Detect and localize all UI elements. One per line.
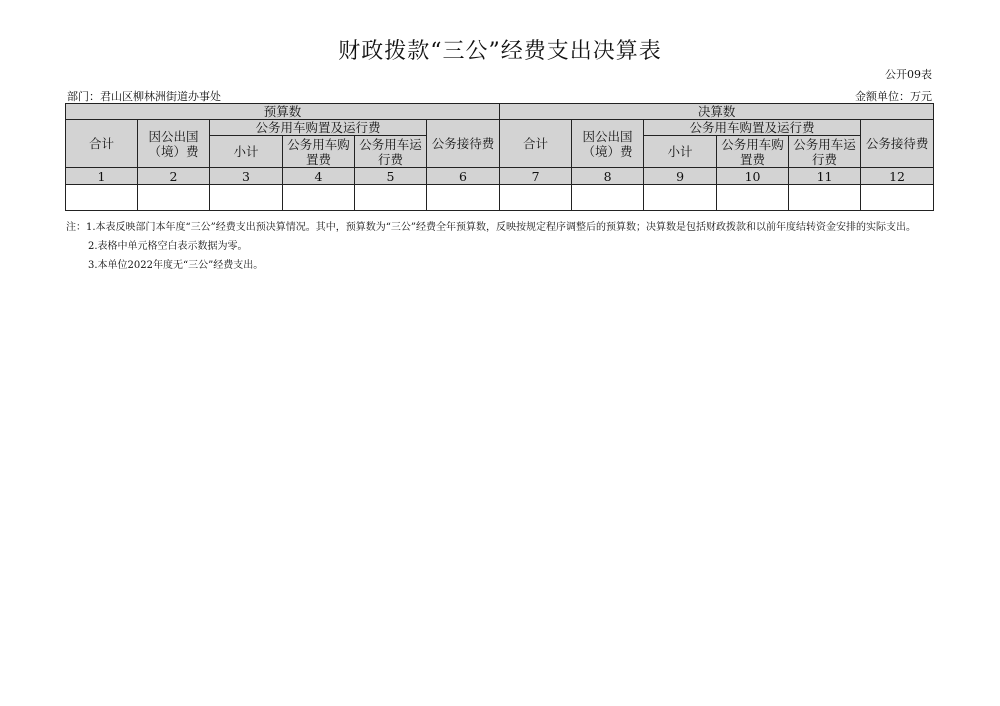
table-cell: [355, 185, 427, 211]
header-final-car-group: 公务用车购置及运行费: [644, 120, 861, 136]
table-cell: [283, 185, 355, 211]
page-title: 财政拨款“三公”经费支出决算表: [338, 39, 662, 64]
column-number: 11: [789, 168, 861, 185]
form-number: 公开09表: [885, 68, 932, 81]
column-number: 12: [861, 168, 934, 185]
column-number: 7: [500, 168, 572, 185]
column-number: 3: [210, 168, 283, 185]
note-2: 2.表格中单元格空白表示数据为零。: [88, 241, 248, 252]
header-budget-total: 合计: [66, 120, 138, 168]
column-number: 5: [355, 168, 427, 185]
notes-section: [66, 221, 934, 272]
header-final-abroad: 因公出国（境）费: [572, 120, 644, 168]
table-cell: [644, 185, 717, 211]
header-final-car-running: 公务用车运行费: [789, 136, 861, 168]
header-budget: 预算数: [66, 104, 500, 120]
table-cell: [500, 185, 572, 211]
column-number: 6: [427, 168, 500, 185]
header-final-car-purchase: 公务用车购置费: [717, 136, 789, 168]
table-cell: [66, 185, 138, 211]
table-cell: [717, 185, 789, 211]
column-number: 1: [66, 168, 138, 185]
column-number: 9: [644, 168, 717, 185]
table-cell: [861, 185, 934, 211]
column-number: 8: [572, 168, 644, 185]
header-final-subtotal: 小计: [644, 136, 717, 168]
header-budget-reception: 公务接待费: [427, 120, 500, 168]
header-budget-car-purchase: 公务用车购置费: [283, 136, 355, 168]
column-number-row: [66, 168, 934, 185]
note-1: 注：1.本表反映部门本年度“三公”经费支出预决算情况。其中，预算数为“三公”经费全年预算数，反映按规定程序调整后的预算数；决算数是包括财政拨款和以前年度结转资金安排的实际支出。: [66, 222, 916, 233]
note-3: 3.本单位2022年度无“三公”经费支出。: [88, 260, 264, 271]
column-number: 10: [717, 168, 789, 185]
header-budget-abroad: 因公出国（境）费: [138, 120, 210, 168]
table-cell: [138, 185, 210, 211]
column-number: 2: [138, 168, 210, 185]
amount-unit-label: 金额单位：万元: [855, 90, 932, 103]
header-final: 决算数: [500, 104, 934, 120]
table-row: [66, 185, 934, 211]
header-final-total: 合计: [500, 120, 572, 168]
header-final-reception: 公务接待费: [861, 120, 934, 168]
table-cell: [572, 185, 644, 211]
table-cell: [427, 185, 500, 211]
table-cell: [789, 185, 861, 211]
header-budget-subtotal: 小计: [210, 136, 283, 168]
three-public-expenses-table: [65, 103, 934, 211]
header-budget-car-group: 公务用车购置及运行费: [210, 120, 427, 136]
department-label: 部门：君山区柳林洲街道办事处: [67, 90, 221, 103]
header-budget-car-running: 公务用车运行费: [355, 136, 427, 168]
column-number: 4: [283, 168, 355, 185]
table-cell: [210, 185, 283, 211]
